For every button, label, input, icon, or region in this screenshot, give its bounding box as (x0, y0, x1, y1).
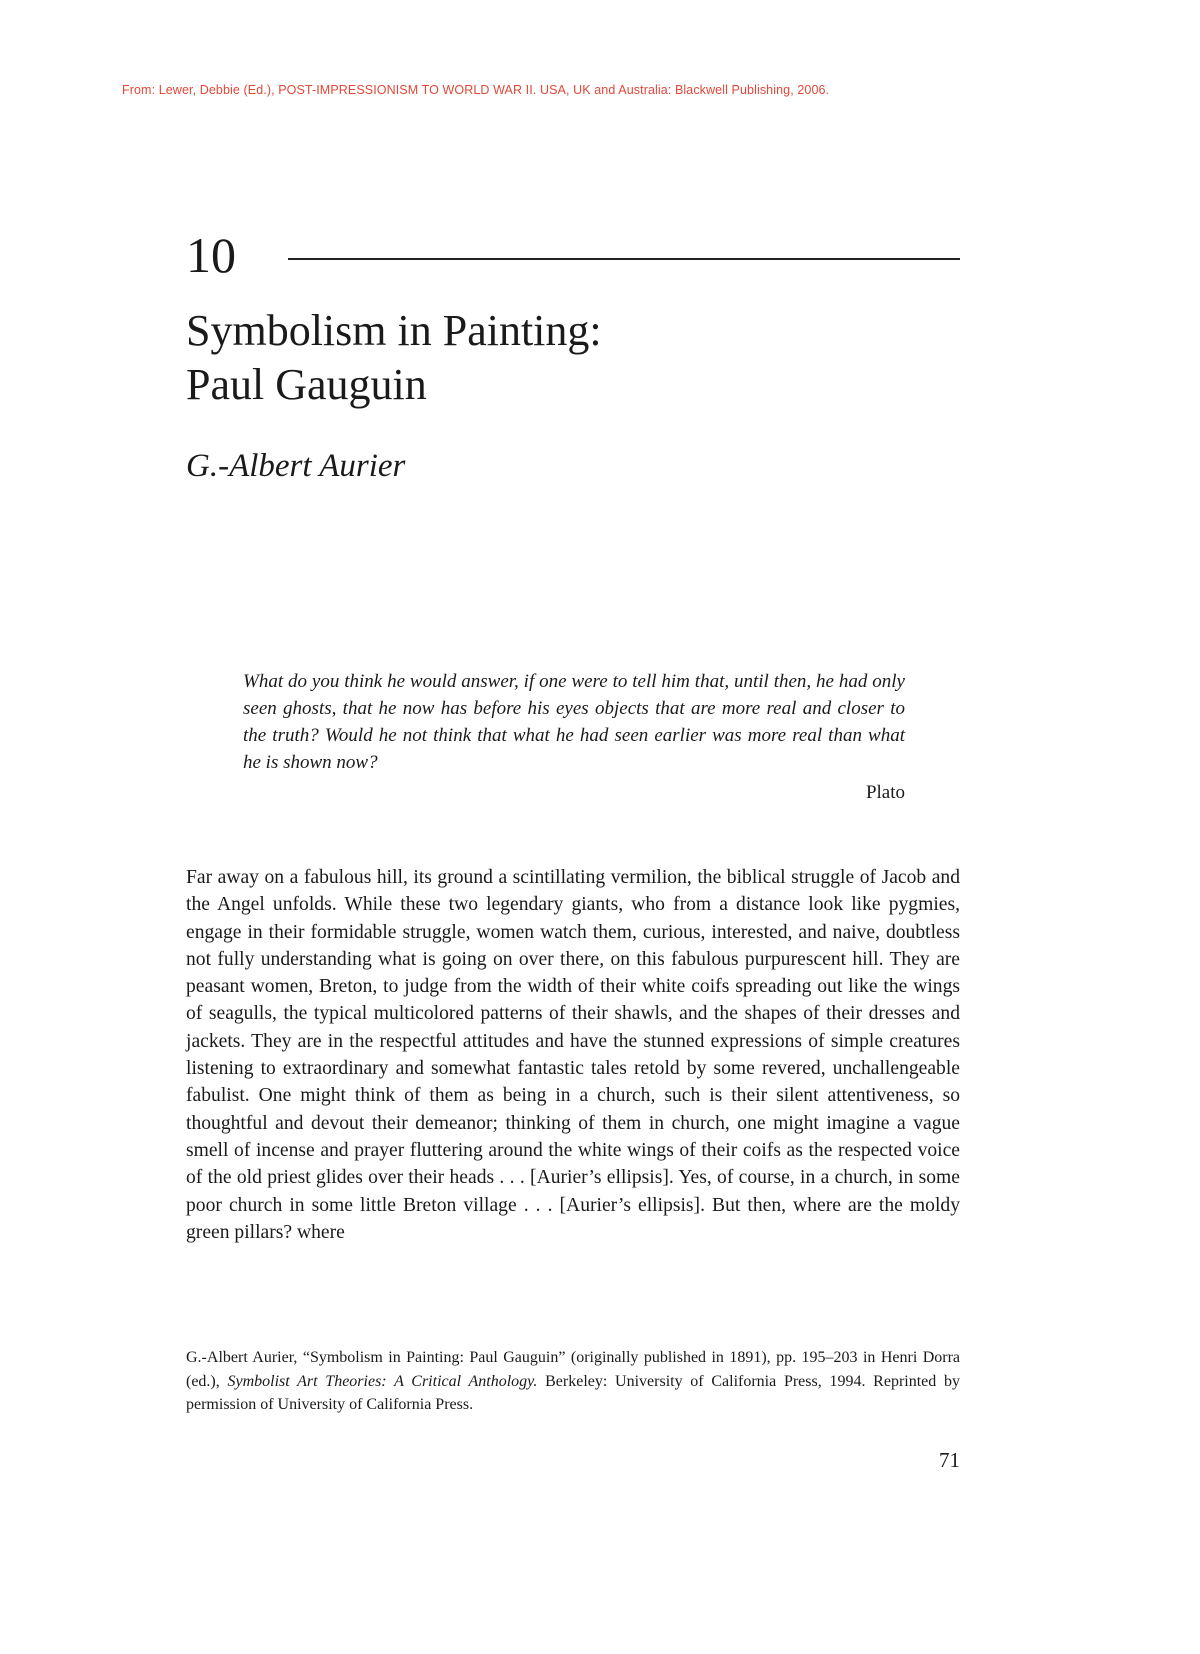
chapter-title (186, 304, 602, 412)
chapter-title-line-2: Paul Gauguin (186, 360, 427, 409)
epigraph (243, 668, 905, 806)
chapter-rule (288, 258, 960, 260)
chapter-title-line-1: Symbolism in Painting: (186, 306, 602, 355)
chapter-number: 10 (186, 227, 236, 283)
footnote-citation: G.-Albert Aurier, “Symbolism in Painting: Paul Gauguin” (originally published in 1891), pp. 195–203 in Henri Dorra (ed.), (186, 1349, 960, 1390)
footnote-book-title: Symbolist Art Theories: A Critical Anthology. (227, 1372, 538, 1390)
source-note: From: Lewer, Debbie (Ed.), POST-IMPRESSIONISM TO WORLD WAR II. USA, UK and Australia: Blackwell Publishing, 2006. (122, 83, 830, 97)
footnote (186, 1346, 960, 1417)
chapter-header (186, 225, 960, 285)
footnote-publisher: Berkeley: University of California Press, 1994. Reprinted by permission of University of California Press. (186, 1372, 960, 1413)
epigraph-text: What do you think he would answer, if one were to tell him that, until then, he had only seen ghosts, that he now has before his eyes objects that are more real and closer to the truth? Would he not think that what he had seen earlier was more real than what he is shown now? (243, 671, 905, 773)
epigraph-attribution: Plato (865, 782, 905, 803)
body-paragraph: Far away on a fabulous hill, its ground a scintillating vermilion, the biblical struggle of Jacob and the Angel unfolds. While these two legendary giants, who from a distance look like pygmies, engage in their formidable struggle, women watch them, curious, interested, and naive, doubtless not fully understanding what is going on over there, on this fabulous purpurescent hill. They are peasant women, Breton, to judge from the width of their white coifs spreading out like the wings of seagulls, the typical multicolored patterns of their shawls, and the shapes of their dresses and jackets. They are in the respectful attitudes and have the stunned expressions of simple creatures listening to extraordinary and somewhat fantastic tales retold by some revered, unchallengeable fabulist. One might think of them as being in a church, such is their silent attentiveness, so thoughtful and devout their demeanor; thinking of them in church, one might imagine a vague smell of incense and prayer fluttering around the white wings of their coifs as the respected voice of the old priest glides over their heads . . . [Aurier’s ellipsis]. Yes, of course, in a church, in some poor church in some little Breton village . . . [Aurier’s ellipsis]. But then, where are the moldy green pillars? where (186, 867, 960, 1243)
chapter-author: G.-Albert Aurier (186, 448, 406, 484)
page-number: 71 (939, 1448, 960, 1472)
